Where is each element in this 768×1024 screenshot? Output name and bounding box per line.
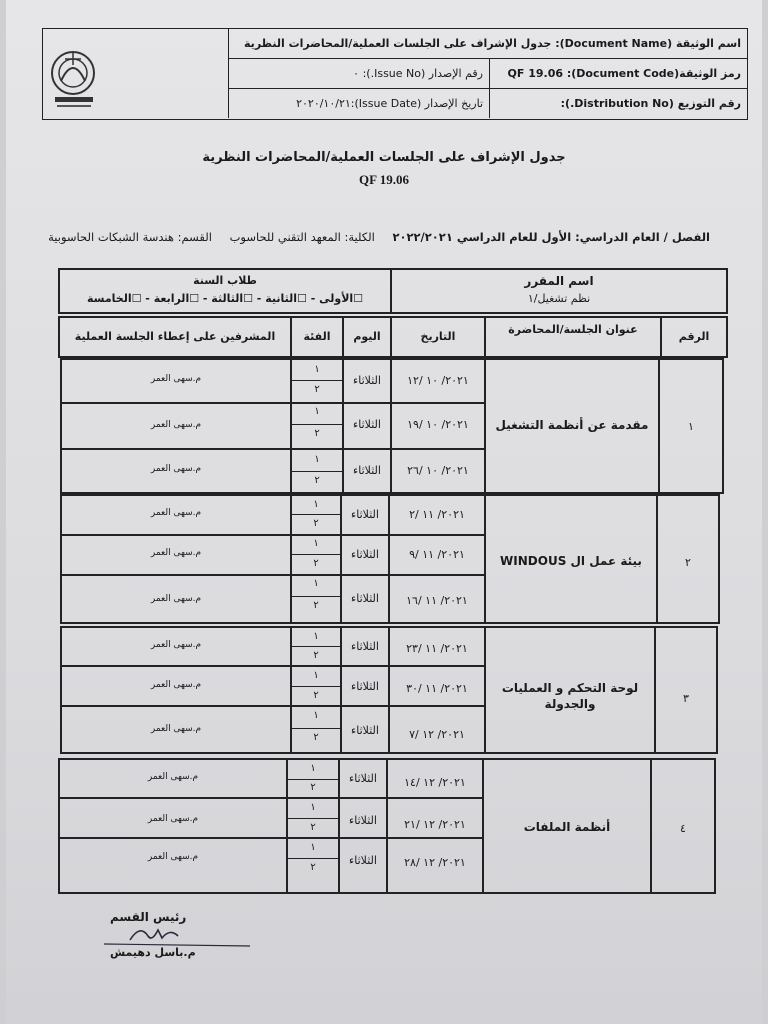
document-name-cell <box>229 29 747 58</box>
group-1: ١ <box>310 763 316 774</box>
supervisor-name: م.سهى العمر <box>147 814 199 824</box>
university-logo <box>43 29 229 118</box>
document-name-label: اسم الوثيقة (Document Name): <box>555 37 741 50</box>
supervisor-name: م.سهى العمر <box>147 852 199 862</box>
supervisor-name: م.سهى العمر <box>150 594 202 604</box>
session-day: الثلاثاء <box>349 772 377 785</box>
department-label: القسم: هندسة الشبكات الحاسوبية <box>48 230 212 244</box>
section-title: لوحة التحكم و العمليات والجدولة <box>501 681 639 711</box>
session-day: الثلاثاء <box>353 374 381 387</box>
group-2: ٢ <box>313 558 319 569</box>
distribution-number: رقم التوزيع (Distribution No.): <box>489 89 747 118</box>
group-2: ٢ <box>314 384 320 395</box>
section-number: ٢ <box>685 556 691 569</box>
group-2: ٢ <box>310 782 316 793</box>
group-1: ١ <box>313 670 319 681</box>
supervisor-name: م.سهى العمر <box>150 724 202 734</box>
supervisor-name: م.سهى العمر <box>150 420 202 430</box>
session-date: ٢٠٢١/ ١٠ /٢٦ <box>407 464 469 477</box>
document-name-value: جدول الإشراف على الجلسات العملية/المحاضرات النظرية <box>244 37 552 50</box>
session-day: الثلاثاء <box>353 464 381 477</box>
session-day: الثلاثاء <box>351 724 379 737</box>
session-date: ٢٠٢١/ ١٠ /١٩ <box>407 418 469 431</box>
session-day: الثلاثاء <box>349 854 377 867</box>
session-day: الثلاثاء <box>351 508 379 521</box>
group-1: ١ <box>313 710 319 721</box>
section-number: ٤ <box>680 822 686 835</box>
session-date: ٢٠٢١/ ١٢ /١٤ <box>404 776 466 789</box>
issue-number: رقم الإصدار (Issue No.): ٠ <box>353 67 483 80</box>
group-2: ٢ <box>310 822 316 833</box>
session-day: الثلاثاء <box>351 548 379 561</box>
col-num-header: الرقم <box>678 330 710 343</box>
session-date: ٢٠٢١/ ١١ /٩ <box>409 548 465 561</box>
col-group-header: الفئة <box>303 330 331 343</box>
group-1: ١ <box>310 802 316 813</box>
students-year-options: ☐الأولى - ☐الثانية - ☐الثالثة - ☐الرابعة - ☐الخامسة <box>86 292 364 305</box>
session-date: ٢٠٢١/ ١٠ /١٢ <box>407 374 469 387</box>
group-1: ١ <box>314 364 320 375</box>
group-1: ١ <box>313 578 319 589</box>
signature-title: رئيس القسم <box>110 910 187 924</box>
university-seal-icon <box>43 29 227 117</box>
supervisor-name: م.سهى العمر <box>150 680 202 690</box>
session-date: ٢٠٢١/ ١١ /١٦ <box>406 594 468 607</box>
signature-name: م.باسل دهيمش <box>110 946 196 959</box>
group-1: ١ <box>314 406 320 417</box>
course-name-label: اسم المقرر <box>524 274 594 288</box>
group-1: ١ <box>313 538 319 549</box>
document-code: رمز الوثيقة(Document Code): QF 19.06 <box>489 59 747 88</box>
supervisor-name: م.سهى العمر <box>150 640 202 650</box>
page-title: جدول الإشراف على الجلسات العملية/المحاضرات النظرية <box>202 150 566 165</box>
issue-date: تاريخ الإصدار (Issue Date):٢٠٢٠/١٠/٢١ <box>296 97 483 110</box>
session-date: ٢٠٢١/ ١٢ /٢٨ <box>404 856 466 869</box>
college-label: الكلية: المعهد التقني للحاسوب <box>229 230 375 244</box>
session-date: ٢٠٢١/ ١٢ /٢١ <box>404 818 466 831</box>
session-day: الثلاثاء <box>351 592 379 605</box>
section-title: أنظمة الملفات <box>523 820 611 834</box>
students-year-label: طلاب السنة <box>193 274 257 287</box>
session-day: الثلاثاء <box>349 814 377 827</box>
section-title: بيئة عمل ال WINDOUS <box>500 554 642 568</box>
semester-label: الفصل / العام الدراسي: الأول للعام الدراسي ٢٠٢٢/٢٠٢١ <box>392 230 710 244</box>
session-day: الثلاثاء <box>353 418 381 431</box>
group-2: ٢ <box>314 428 320 439</box>
group-2: ٢ <box>313 650 319 661</box>
group-2: ٢ <box>313 690 319 701</box>
supervisor-name: م.سهى العمر <box>150 374 202 384</box>
group-1: ١ <box>314 454 320 465</box>
document-code-heading: QF 19.06 <box>358 172 410 187</box>
group-2: ٢ <box>313 518 319 529</box>
supervisor-name: م.سهى العمر <box>147 772 199 782</box>
supervisor-name: م.سهى العمر <box>150 548 202 558</box>
section-number: ١ <box>688 420 694 433</box>
section-number: ٣ <box>683 692 689 705</box>
semester-info <box>34 230 710 244</box>
group-2: ٢ <box>313 600 319 611</box>
document-header-table <box>42 28 748 120</box>
session-date: ٢٠٢١/ ١١ /٣٠ <box>406 682 468 695</box>
section-title: مقدمة عن أنظمة التشغيل <box>495 418 649 432</box>
group-1: ١ <box>310 842 316 853</box>
supervisor-name: م.سهى العمر <box>150 508 202 518</box>
col-date-header: التاريخ <box>420 330 456 343</box>
session-date: ٢٠٢١/ ١٢ /٧ <box>409 728 465 741</box>
group-1: ١ <box>313 499 319 510</box>
group-2: ٢ <box>313 732 319 743</box>
col-title-header: عنوان الجلسة/المحاضرة <box>508 323 638 336</box>
session-day: الثلاثاء <box>351 640 379 653</box>
session-date: ٢٠٢١/ ١١ /٢٣ <box>406 642 468 655</box>
group-2: ٢ <box>310 862 316 873</box>
col-supervisors-header: المشرفين على إعطاء الجلسة العملية <box>74 330 276 343</box>
supervisor-name: م.سهى العمر <box>150 464 202 474</box>
course-name-value: نظم تشغيل/١ <box>527 292 591 305</box>
session-date: ٢٠٢١/ ١١ /٢ <box>409 508 465 521</box>
group-2: ٢ <box>314 475 320 486</box>
group-1: ١ <box>313 631 319 642</box>
col-day-header: اليوم <box>353 330 381 343</box>
session-day: الثلاثاء <box>351 680 379 693</box>
